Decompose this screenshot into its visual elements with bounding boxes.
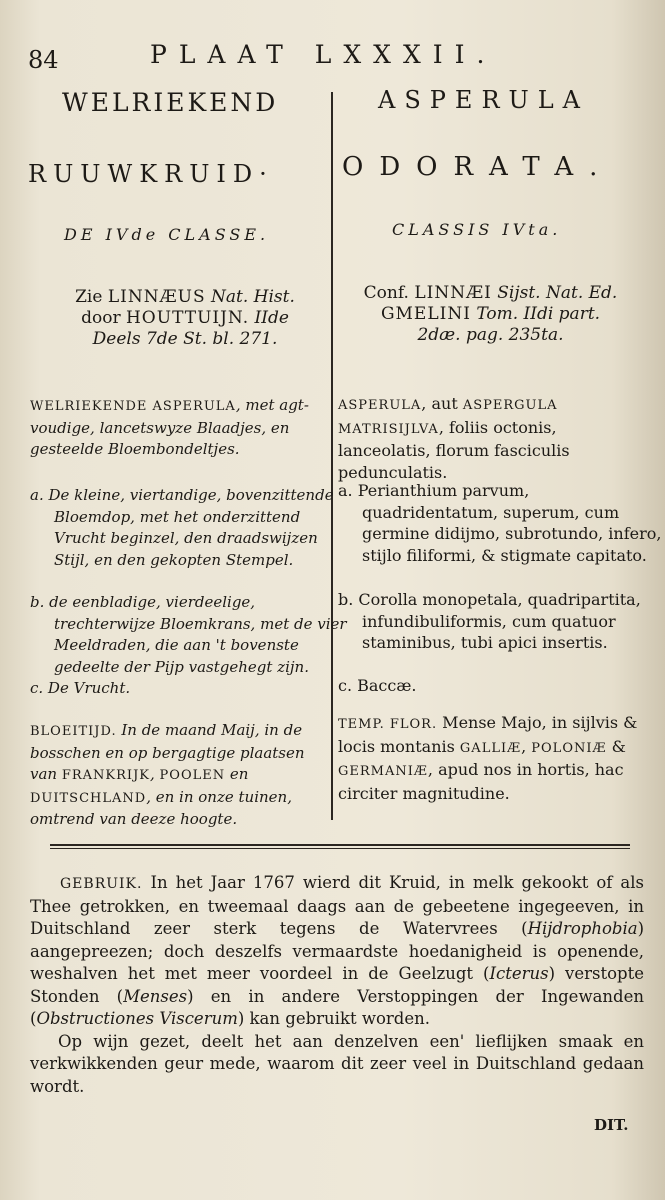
reference-latin: Conf. LINNÆI Sijst. Nat. Ed. GMELINI Tom. IIdi part. 2dæ. pag. 235ta.: [363, 283, 618, 345]
classe-dutch: DE IVde CLASSE.: [64, 225, 270, 244]
column-divider: [331, 92, 333, 820]
gebruik-paragraph-1: GEBRUIK. In het Jaar 1767 wierd dit Kruid, in melk gekookt of als Thee getrokken, en tweemaal daags aan de gebeetene ingegeeven, in Duitschland zeer sterk tegens de Watervrees (Hijdrophobia) aangepreezen; doch deszelfs vermaardste hoedanigheid is openende, weshalven het met meer voordeel in de Geelzugt (Icterus) verstopte Stonden (Menses) en in andere Verstoppingen der Ingewanden (Obstructiones Viscerum) kan gebruikt worden.: [30, 873, 644, 1028]
dutch-item-a: a. De kleine, viertandige, bovenzittende Bloemdop, met het onderzittend Vrucht beginzel, den draadswijzen Stijl, en den gekopten Stempel.: [30, 486, 334, 569]
latin-name-line-2: ODORATA.: [342, 152, 614, 182]
dutch-item-c: c. De Vrucht.: [30, 679, 131, 697]
classe-latin: CLASSIS IVta.: [392, 220, 562, 239]
section-rule-thin: [50, 848, 630, 849]
catchword: DIT.: [594, 1116, 629, 1134]
dutch-description: WELRIEKENDE ASPERULA, met agt-voudige, lancetswyze Blaadjes, en gesteelde Bloembondeltjes.: [30, 396, 309, 458]
dutch-bloeitijd: BLOEITIJD. In de maand Maij, in de bosschen en op bergagtige plaatsen van FRANKRIJK, POOLEN en DUITSCHLAND, en in onze tuinen, omtrend van deeze hoogte.: [30, 721, 305, 828]
section-rule: [50, 844, 630, 846]
dutch-item-b: b. de eenbladige, vierdeelige, trechterwijze Bloemkrans, met de vier Meeldraden, die aan 't bovenste gedeelte der Pijp vastgehegt zijn.: [30, 593, 347, 676]
gebruik-section: [30, 872, 644, 1098]
latin-item-b: b. Corolla monopetala, quadripartita, infundibuliformis, cum quatuor staminibus, tubi apici insertis.: [338, 590, 641, 652]
plate-title: PLAAT LXXXII.: [150, 40, 497, 69]
reference-dutch: Zie LINNÆUS Nat. Hist. door HOUTTUIJN. IIde Deels 7de St. bl. 271.: [75, 287, 295, 349]
dutch-name-line-2: RUUWKRUID·: [28, 160, 274, 188]
latin-item-a: a. Perianthium parvum, quadridentatum, superum, cum germine didijmo, subrotundo, infero, stijlo filiformi, & stigmate capitato.: [338, 481, 662, 565]
latin-description: ASPERULA, aut ASPERGULA MATRISIJLVA, foliis octonis, lanceolatis, florum fasciculis pedunculatis.: [338, 394, 570, 482]
gebruik-paragraph-2: Op wijn gezet, deelt het aan denzelven een' lieflijken smaak en verkwikkenden geur mede, waarom dit zeer veel in Duitschland gedaan wordt.: [30, 1031, 644, 1096]
latin-name-line-1: ASPERULA: [378, 86, 590, 114]
latin-item-c: c. Baccæ.: [338, 676, 417, 695]
page-number: 84: [28, 46, 59, 74]
latin-temp-flor: TEMP. FLOR. Mense Majo, in sijlvis & locis montanis GALLIÆ, POLONIÆ & GERMANIÆ, apud nos in hortis, hac circiter magnitudine.: [338, 713, 638, 803]
dutch-name-line-1: WELRIEKEND: [62, 88, 279, 117]
